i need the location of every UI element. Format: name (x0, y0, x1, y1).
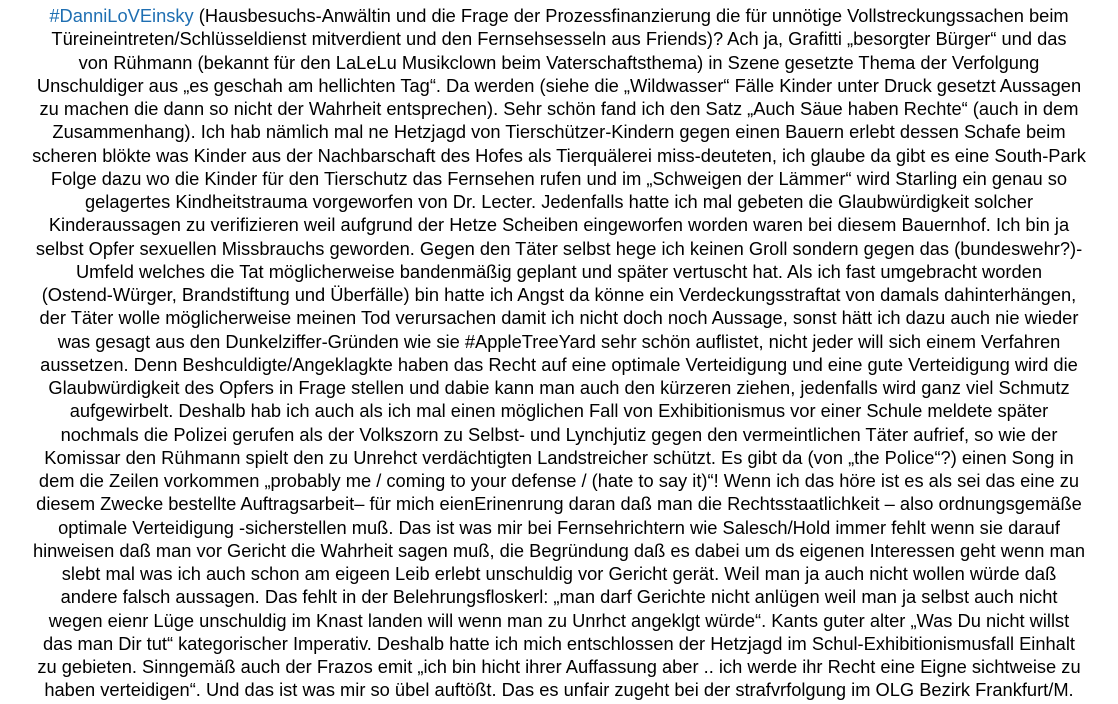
text-line: aufgewirbelt. Deshalb hab ich auch als ich mal einen möglichen Fall von Exhibitionismus vor einer Schule meldete später (69, 400, 1049, 422)
text-line: zu gebieten. Sinngemäß auch der Frazos emit „ich bin hicht ihrer Auffassung aber .. ich werde ihr Recht eine Eigne sichtweise zu (37, 656, 1081, 677)
text-line: das man Dir tut“ kategorischer Imperativ. Deshalb hatte ich mich entschlossen der Hetzjagd im Schul-Exhibitionismusfall Einhalt (43, 632, 1075, 654)
text-line: Glaubwürdigkeit des Opfers in Frage stellen und dabie kann man auch den kürzeren ziehen, jedenfalls wird ganz viel Schmutz (48, 377, 1070, 398)
text-block (4, 4, 1114, 702)
text-line: zu machen die dann so nicht der Wahrheit entsprechen). Sehr schön fand ich den Satz „Auch Säue haben Rechte“ (auch in dem (39, 98, 1079, 119)
text-line: gelagertes Kindheitstrauma vorgeworfen von Dr. Lecter. Jedenfalls hatte ich mal gebeten die Glaubwürdigkeit solcher (84, 191, 1034, 212)
text-line: (Ostend-Würger, Brandstiftung und Überfälle) bin hatte ich Angst da könne ein Verdeckungsstraftat von damals dahinterhängen, (41, 284, 1077, 305)
text-line: andere falsch aussagen. Das fehlt in der Belehrungsfloskerl: „man darf Gerichte nicht anlügen weil man ja selbst auch nicht (60, 586, 1058, 608)
text-line: von Rühmann (bekannt für den LaLeLu Musikclown beim Vaterschaftsthema) in Szene gesetzte Thema der Verfolgung (78, 51, 1040, 73)
text-line: selbst Opfer sexuellen Missbrauchs geworden. Gegen den Täter selbst hege ich keinen Groll sondern gegen das (bundeswehr?)- (35, 237, 1083, 259)
text-line: aussetzen. Denn Beshculdigte/Angeklagkte haben das Recht auf eine optimale Verteidigung und eine gute Verteidigung wird die (40, 353, 1078, 375)
text-line: diesem Zwecke bestellte Auftragsarbeit– für mich eienErinenrung daran daß man die Rechtsstaatlichkeit – also ordnungsgemäße (36, 493, 1082, 515)
text-line: Kinderaussagen zu verifizieren weil aufgrund der Hetze Scheiben eingeworfen worden waren bei diesem Bauernhof. Ich bin ja (48, 214, 1070, 236)
hashtag-link[interactable]: #DanniLoVEinsky (49, 5, 194, 26)
text-line: Folge dazu wo die Kinder für den Tierschutz das Fernsehen rufen und im „Schweigen der Lämmer“ wird Starling ein genau so (50, 167, 1068, 189)
text-line: Unschuldiger aus „es geschah am hellichten Tag“. Da werden (siehe die „Wildwasser“ Fälle Kinder unter Druck gesetzt Aussagen (36, 74, 1082, 96)
text-line-1 (49, 4, 1068, 27)
text-line-1-rest: (Hausbesuchs-Anwältin und die Frage der Prozessfinanzierung die für unnötige Vollstreckungssachen beim (193, 5, 1069, 26)
text-line: Umfeld welches die Tat möglicherweise bandenmäßig geplant und später vertuscht hat. Als ich fast umgebracht worden (75, 260, 1043, 282)
text-line: der Täter wolle möglicherweise meinen Tod verursachen damit ich nicht doch noch Aussage, sonst hätt ich dazu auch nie wieder (39, 307, 1079, 329)
text-line: Türeineintreten/Schlüsseldienst mitverdient und den Fernsehsesseln aus Friends)? Ach ja, Grafitti „besorgter Bürger“ und das (51, 28, 1067, 50)
text-line: Komissar den Rühmann spielt den zu Unrehct verdächtigten Landstreicher schützt. Es gibt da (von „the Police“?) einen Song in (44, 446, 1074, 468)
text-line: haben verteidigen“. Und das ist was mir so übel auftößt. Das es unfair zugeht bei der strafvrfolgung im OLG Bezirk Frankfurt/M. (44, 679, 1074, 701)
text-line: was gesagt aus den Dunkelziffer-Gründen wie sie #AppleTreeYard sehr schön auflistet, nicht jeder will sich einem Verfahren (57, 330, 1061, 352)
text-line: dem die Zeilen vorkommen „probably me / coming to your defense / (hate to say it)“! Wenn ich das höre ist es als sei das eine zu (38, 470, 1080, 491)
text-line: Zusammenhang). Ich hab nämlich mal ne Hetzjagd von Tierschützer-Kindern gegen einen Bauern erlebt dessen Schafe beim (52, 121, 1066, 143)
text-line: optimale Verteidigung -sicherstellen muß. Das ist was mir bei Fernsehrichtern wie Salesch/Hold immer fehlt wenn sie darauf (58, 516, 1060, 538)
text-line: nochmals die Polizei gerufen als der Volkszorn zu Selbst- und Lynchjutiz gegen den vermeintlichen Täter aufrief, so wie der (60, 423, 1058, 445)
text-line: slebt mal was ich auch schon am eigeen Leib erlebt unschuldig vor Gericht gerät. Weil man ja auch nicht wollen würde daß (61, 563, 1057, 584)
text-line: wegen eienr Lüge unschuldig im Knast landen will wenn man zu Unrhct angeklgt würde“. Kants guter alter „Was Du nicht willst (48, 609, 1070, 631)
text-line: hinweisen daß man vor Gericht die Wahrheit sagen muß, die Begründung daß es dabei um ds eigenen Interessen geht wenn man (32, 539, 1086, 561)
text-line: scheren blökte was Kinder aus der Nachbarschaft des Hofes als Tierquälerei miss-deuteten, ich glaube da gibt es eine South-Park (32, 144, 1086, 166)
